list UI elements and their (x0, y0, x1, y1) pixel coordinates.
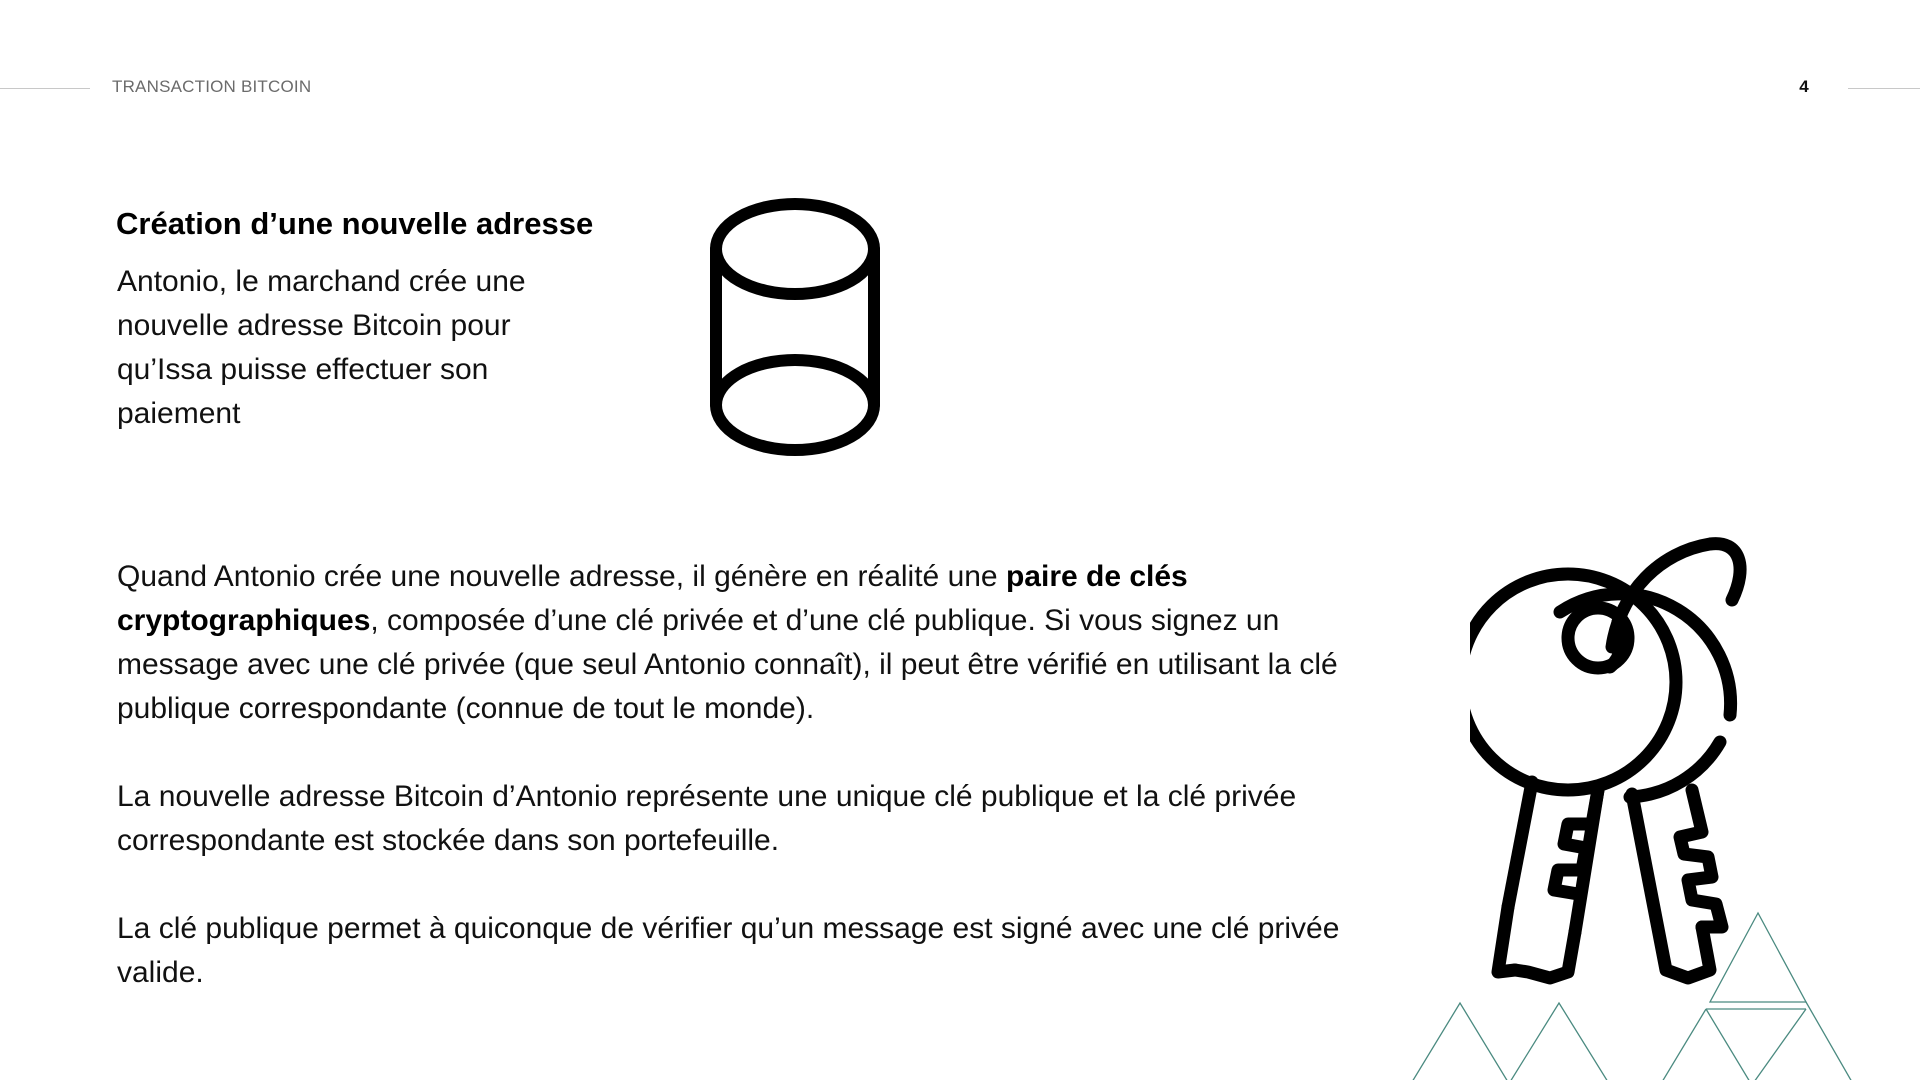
paragraph-key-pair (117, 555, 1347, 731)
paragraph-key-pair-start: Quand Antonio crée une nouvelle adresse, il génère en réalité une (117, 560, 1006, 593)
header-title: TRANSACTION BITCOIN (112, 77, 312, 96)
key-pair-emphasis: paire de clés cryptographiques (117, 560, 1188, 637)
database-icon (704, 196, 886, 462)
paragraph-public-key: La clé publique permet à quiconque de vérifier qu’un message est signé avec une clé privée valide. (117, 912, 1340, 989)
intro-text: Antonio, le marchand crée une nouvelle adresse Bitcoin pour qu’Issa puisse effectuer son paiement (117, 265, 526, 430)
paragraph-address: La nouvelle adresse Bitcoin d’Antonio représente une unique clé publique et la clé privée correspondante est stockée dans son portefeuille. (117, 780, 1297, 857)
page-number: 4 (1799, 77, 1809, 96)
triangle-decoration (1400, 900, 1920, 1080)
header-rule-right (1848, 88, 1920, 89)
header-rule-left (0, 88, 90, 89)
section-title: Création d’une nouvelle adresse (116, 206, 594, 241)
paragraph-key-pair-end: , composée d’une clé privée et d’une clé publique. Si vous signez un message avec une clé privée (que seul Antonio connaît), il peut être vérifié en utilisant la clé publique correspondante (connue de tout le monde). (117, 604, 1338, 725)
